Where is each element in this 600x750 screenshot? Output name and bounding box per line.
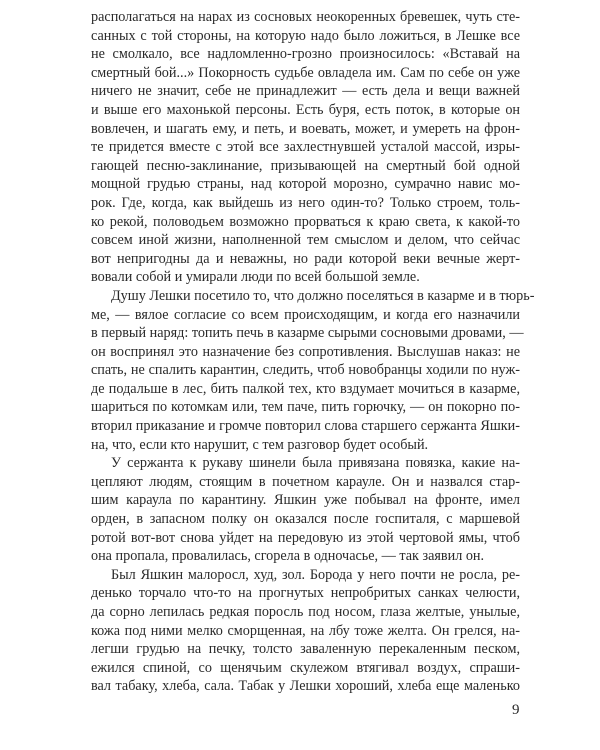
text-line: санных с той стороны, на которую надо было ложиться, в Лешке все bbox=[91, 27, 520, 44]
text-line: денько торчало что-то на прогнутых непробритых санках челюсти, bbox=[91, 585, 520, 602]
text-line: ротой вот-вот снова уйдет на передовую из этой чертовой ямы, чтоб bbox=[91, 529, 520, 546]
text-line: мощной грудью страны, над которой морозно, сумрачно навис мо- bbox=[91, 176, 520, 193]
text-line: Душу Лешки посетило то, что должно поселяться в казарме и в тюрь- bbox=[111, 287, 535, 304]
paragraph bbox=[91, 566, 520, 696]
text-line: шим караула по карантину. Яшкин уже побывал на фронте, имел bbox=[91, 492, 520, 509]
text-line: вовали собой и умирали люди по всей большой земле. bbox=[91, 269, 420, 286]
text-line: орден, в запасном полку он оказался после госпиталя, с маршевой bbox=[91, 511, 520, 528]
text-line: легши грудью на печку, толсто заваленную перекаленным песком, bbox=[91, 641, 520, 658]
text-line: вовлечен, и шагать ему, и петь, и воевать, может, и умереть на фрон- bbox=[91, 120, 520, 137]
text-line: У сержанта к рукаву шинели была привязана повязка, какие на- bbox=[111, 455, 520, 472]
text-line: вот непригодны да и неважны, но ради которой веки вечные жерт- bbox=[91, 250, 520, 267]
text-line: ничего не значит, себе не принадлежит — есть дела и вещи важней bbox=[91, 83, 520, 100]
text-line: ежился спиной, со щенячьим скулежом втягивал воздух, спраши- bbox=[91, 659, 520, 676]
paragraph bbox=[91, 287, 535, 454]
page-number: 9 bbox=[512, 702, 520, 718]
text-line: гающей песню-заклинание, призывающей на смертный бой одной bbox=[91, 157, 520, 174]
text-line: спать, не спалить карантин, следить, чтоб новобранцы ходили по нуж- bbox=[91, 362, 520, 379]
text-line: Был Яшкин малоросл, худ, зол. Борода у него почти не росла, ре- bbox=[111, 566, 520, 583]
book-page-text bbox=[91, 8, 535, 696]
text-line: вторил приказание и громче повторил слова старшего сержанта Яшки- bbox=[91, 418, 520, 435]
paragraph bbox=[91, 8, 520, 287]
text-line: не смолкало, все надломленно-грозно произносилось: «Вставай на bbox=[91, 46, 520, 63]
text-line: цепляют людям, стоящим в почетном карауле. Он и назвался стар- bbox=[91, 473, 520, 490]
text-line: и выше его махонькой персоны. Есть буря, есть поток, в которые он bbox=[91, 101, 520, 118]
text-line: ме, — вялое согласие со всем происходящим, и когда его назначили bbox=[91, 306, 520, 323]
text-line: совсем иной жизни, наполненной тем смыслом и делом, что сейчас bbox=[91, 232, 520, 249]
text-line: ко рекой, половодьем возможно прорваться к краю света, к какой-то bbox=[91, 213, 520, 230]
text-line: рок. Где, когда, как выйдешь из него один-то? Только строем, толь- bbox=[91, 194, 520, 211]
text-line: в первый наряд: топить печь в казарме сырыми сосновыми дровами, — bbox=[91, 325, 524, 342]
text-line: она пропала, провалилась, сгорела в одночасье, — так заявил он. bbox=[91, 548, 485, 565]
text-line: на, что, если кто нарушит, с тем разговор будет особый. bbox=[91, 436, 429, 453]
text-line: де подальше в лес, бить палкой тех, кто вздумает мочиться в казарме, bbox=[91, 380, 520, 397]
text-line: те придется вместе с этой все захлестнувшей усталой массой, изры- bbox=[91, 139, 520, 156]
paragraph bbox=[91, 454, 520, 566]
text-line: шариться по котомкам или, тем паче, пить горючку, — он покорно по- bbox=[91, 399, 520, 416]
text-line: вал табаку, хлеба, сала. Табак у Лешки хороший, хлеба еще маленько bbox=[91, 678, 520, 695]
text-line: кожа под ними мелко сморщенная, на лбу тоже желта. Он грелся, на- bbox=[91, 622, 520, 639]
text-line: он воспринял это назначение без сопротивления. Выслушав наказ: не bbox=[91, 343, 520, 360]
text-line: смертный бой...» Покорность судьбе овладела им. Сам по себе он уже bbox=[91, 64, 520, 81]
text-line: располагаться на нарах из сосновых неокоренных бревешек, чуть сте- bbox=[91, 9, 520, 25]
text-line: да сорно лепилась редкая поросль под носом, глаза желтые, унылые, bbox=[91, 604, 520, 620]
